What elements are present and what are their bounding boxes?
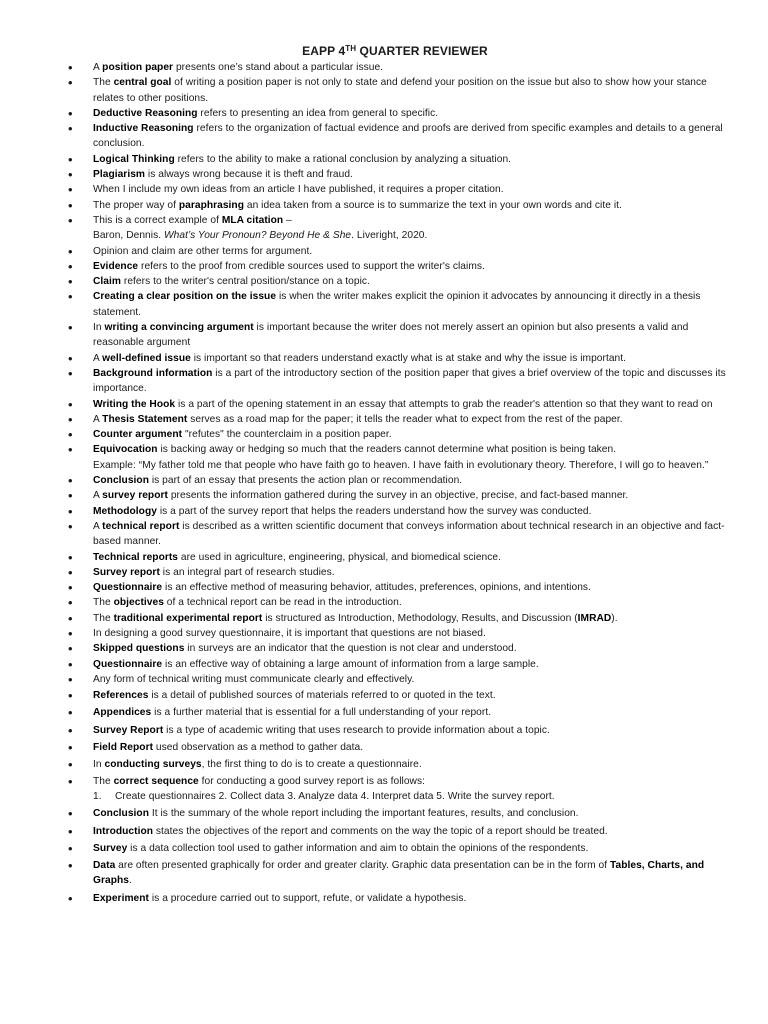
list-item: • A technical report is described as a written scientific document that conveys information about technical research in an objective and fact-based manner.	[68, 519, 728, 550]
key-term: Introduction	[93, 825, 154, 837]
list-item: • Survey report is an integral part of research studies.	[68, 565, 728, 580]
list-item: • Data are often presented graphically for order and greater clarity. Graphic data presentation can be in the form of Tables, Charts, and Graphs.	[68, 858, 728, 889]
list-item: • The proper way of paraphrasing an idea taken from a source is to summarize the text in your own words and cite it.	[68, 198, 728, 213]
key-term: Survey report	[93, 566, 160, 578]
list-item: • Background information is a part of the introductory section of the position paper that gives a brief overview of the topic and discusses its importance.	[68, 366, 728, 397]
key-term: Conclusion	[93, 475, 149, 487]
key-term: well-defined issue	[102, 352, 191, 364]
list-item: • Evidence refers to the proof from credible sources used to support the writer's claims.	[68, 259, 728, 274]
title-rest: QUARTER REVIEWER	[356, 44, 488, 58]
key-term: Claim	[93, 276, 121, 288]
key-term: writing a convincing argument	[104, 322, 254, 334]
list-item: • Counter argument "refutes" the counterclaim in a position paper.	[68, 427, 728, 442]
list-item: • Introduction states the objectives of the report and comments on the way the topic of a report should be treated.	[68, 824, 728, 839]
key-term: Questionnaire	[93, 658, 163, 670]
key-term: Logical Thinking	[93, 153, 175, 165]
key-term: Experiment	[93, 892, 149, 904]
list-item: • Conclusion is part of an essay that presents the action plan or recommendation.	[68, 473, 728, 488]
key-term: objectives	[113, 597, 164, 609]
key-term: MLA citation	[221, 214, 284, 226]
key-term: Background information	[93, 367, 213, 379]
list-item: • Appendices is a further material that is essential for a full understanding of your report.	[68, 705, 728, 720]
citation-author: Baron, Dennis.	[93, 230, 164, 242]
title-main: EAPP 4	[302, 44, 346, 58]
sequence-text: Create questionnaires 2. Collect data 3. Analyze data 4. Interpret data 5. Write the survey report.	[115, 790, 555, 802]
list-item: • Equivocation is backing away or hedging so much that the readers cannot determine what position is being taken. Example: “My father told me that people who have faith go to heaven. I have faith in evolutionary theory. Therefore, I will go to heaven.”	[68, 442, 728, 473]
key-term: Thesis Statement	[102, 413, 188, 425]
list-item: • This is a correct example of MLA citation – Baron, Dennis. What’s Your Pronoun? Beyond He & She. Liveright, 2020.	[68, 213, 728, 244]
key-term: Survey	[93, 842, 128, 854]
sequence-step-list	[68, 789, 728, 804]
key-term: correct sequence	[113, 775, 199, 787]
list-item: • Questionnaire is an effective method of measuring behavior, attitudes, preferences, opinions, and intentions.	[68, 580, 728, 595]
list-item: • The central goal of writing a position paper is not only to state and defend your position on the issue but also to show how your stance relates to other positions.	[68, 75, 728, 106]
list-item: • Any form of technical writing must communicate clearly and effectively.	[68, 672, 728, 687]
page-title	[0, 44, 768, 58]
key-term: Field Report	[93, 742, 154, 754]
citation-title: What’s Your Pronoun? Beyond He & She	[163, 230, 352, 242]
key-term: position paper	[102, 62, 174, 73]
list-item: • The traditional experimental report is structured as Introduction, Methodology, Results, and Discussion (IMRAD).	[68, 611, 728, 626]
key-term: paraphrasing	[178, 199, 244, 211]
list-item: • References is a detail of published sources of materials referred to or quoted in the text.	[68, 688, 728, 703]
key-term: Writing the Hook	[93, 398, 176, 410]
list-item: • Plagiarism is always wrong because it is theft and fraud.	[68, 167, 728, 182]
data-forms: Tables, Charts, and Graphs	[93, 860, 705, 887]
sequence-number: 1.	[93, 790, 102, 802]
list-item: • Deductive Reasoning refers to presenting an idea from general to specific.	[68, 106, 728, 121]
key-term: central goal	[113, 77, 172, 89]
citation-publisher: . Liveright, 2020.	[351, 230, 428, 242]
list-item: • Claim refers to the writer's central position/stance on a topic.	[68, 274, 728, 289]
list-item: • Experiment is a procedure carried out to support, refute, or validate a hypothesis.	[68, 891, 728, 906]
list-item: • A Thesis Statement serves as a road map for the paper; it tells the reader what to expect from the rest of the paper.	[68, 412, 728, 427]
list-item: • Writing the Hook is a part of the opening statement in an essay that attempts to grab the reader's attention so that they want to read on	[68, 397, 728, 412]
list-item: • A well-defined issue is important so that readers understand exactly what is at stake and why the issue is important.	[68, 351, 728, 366]
reviewer-list	[68, 60, 728, 906]
list-item: • Creating a clear position on the issue is when the writer makes explicit the opinion it advocates by announcing it directly in a thesis statement.	[68, 289, 728, 320]
key-term: survey report	[102, 490, 168, 502]
key-term: Questionnaire	[93, 582, 163, 594]
list-item: • Questionnaire is an effective way of obtaining a large amount of information from a large sample.	[68, 657, 728, 672]
key-term: Plagiarism	[93, 169, 146, 181]
list-item: • Inductive Reasoning refers to the organization of factual evidence and proofs are derived from specific examples and details to a general conclusion.	[68, 121, 728, 152]
key-term: Equivocation	[93, 444, 158, 456]
list-item: • A position paper presents one’s stand about a particular issue.	[68, 60, 728, 75]
list-item: • When I include my own ideas from an article I have published, it requires a proper citation.	[68, 182, 728, 197]
list-item: • Conclusion It is the summary of the whole report including the important features, results, and conclusion.	[68, 806, 728, 821]
key-term: conducting surveys	[104, 759, 202, 771]
list-item: • In conducting surveys, the first thing to do is to create a questionnaire.	[68, 757, 728, 772]
equivocation-example: Example: “My father told me that people who have faith go to heaven. I have faith in evolutionary theory. Therefore, I will go to heaven.”	[93, 459, 709, 471]
key-term: Survey Report	[93, 724, 164, 736]
list-item: • In designing a good survey questionnaire, it is important that questions are not biased.	[68, 626, 728, 641]
key-term: Creating a clear position on the issue	[93, 291, 277, 303]
key-term: Methodology	[93, 505, 157, 517]
list-item: • Technical reports are used in agriculture, engineering, physical, and biomedical science.	[68, 550, 728, 565]
key-term: traditional experimental report	[113, 612, 263, 624]
title-superscript: TH	[345, 44, 357, 53]
key-term: Appendices	[93, 707, 152, 719]
list-item: • The correct sequence for conducting a good survey report is as follows:	[68, 774, 728, 789]
list-item: • In writing a convincing argument is important because the writer does not merely assert an opinion but also presents a valid and reasonable argument	[68, 320, 728, 351]
key-term: Evidence	[93, 260, 139, 272]
list-item: • Methodology is a part of the survey report that helps the readers understand how the survey was conducted.	[68, 504, 728, 519]
imrad-acronym: IMRAD	[577, 612, 612, 624]
list-item: • Survey is a data collection tool used to gather information and aim to obtain the opinions of the respondents.	[68, 841, 728, 856]
key-term: Conclusion	[93, 808, 149, 820]
key-term: Counter argument	[93, 429, 183, 441]
list-item: • Opinion and claim are other terms for argument.	[68, 244, 728, 259]
key-term: Inductive Reasoning	[93, 123, 194, 135]
list-item: • A survey report presents the information gathered during the survey in an objective, precise, and fact-based manner.	[68, 488, 728, 503]
list-item: • Skipped questions in surveys are an indicator that the question is not clear and understood.	[68, 641, 728, 656]
key-term: References	[93, 690, 149, 702]
key-term: Deductive Reasoning	[93, 107, 198, 119]
key-term: technical report	[102, 520, 180, 532]
key-term: Technical reports	[93, 551, 179, 563]
key-term: Skipped questions	[93, 643, 185, 655]
list-item: • Survey Report is a type of academic writing that uses research to provide information about a topic.	[68, 723, 728, 738]
key-term: Data	[93, 860, 116, 872]
list-item: • Field Report used observation as a method to gather data.	[68, 740, 728, 755]
list-item: • The objectives of a technical report can be read in the introduction.	[68, 595, 728, 610]
list-item: • Logical Thinking refers to the ability to make a rational conclusion by analyzing a situation.	[68, 152, 728, 167]
